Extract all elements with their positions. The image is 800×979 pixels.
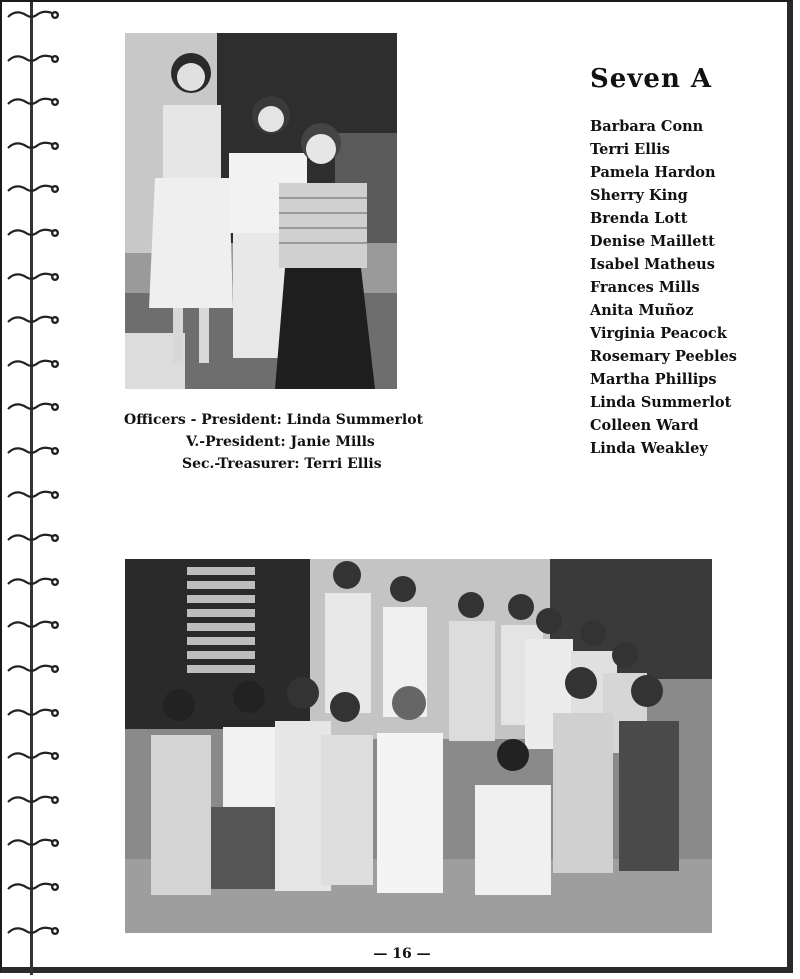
officers-president: Officers - President: Linda Summerlot [124, 412, 424, 428]
class-group-photo [125, 559, 712, 933]
binding-ring-icon [6, 226, 62, 240]
binding-ring-icon [6, 836, 62, 850]
binding-ring-icon [6, 793, 62, 807]
binding-ring-icon [6, 662, 62, 676]
binding-ring-icon [6, 182, 62, 196]
member-list [590, 115, 737, 460]
member-name: Martha Phillips [590, 371, 717, 388]
class-heading: Seven A [590, 64, 713, 94]
officers-vice-president: V.-President: Janie Mills [186, 434, 375, 450]
binding-ring-icon [6, 531, 62, 545]
binding-ring-icon [6, 749, 62, 763]
officers-photo [125, 33, 397, 389]
member-name: Virginia Peacock [590, 325, 727, 342]
binding-ring-icon [6, 575, 62, 589]
page-number: — 16 — [373, 946, 431, 962]
binding-ring-icon [6, 52, 62, 66]
binding-ring-icon [6, 313, 62, 327]
binding-ring-icon [6, 924, 62, 938]
member-name: Frances Mills [590, 279, 700, 296]
member-name: Terri Ellis [590, 141, 670, 158]
binding-ring-icon [6, 400, 62, 414]
member-name: Linda Weakley [590, 440, 708, 457]
binding-ring-icon [6, 270, 62, 284]
binding-ring-icon [6, 8, 62, 22]
member-name: Anita Muñoz [590, 302, 694, 319]
member-name: Colleen Ward [590, 417, 699, 434]
member-name: Brenda Lott [590, 210, 688, 227]
member-name: Linda Summerlot [590, 394, 732, 411]
binding-ring-icon [6, 488, 62, 502]
member-name: Sherry King [590, 187, 688, 204]
binding-ring-icon [6, 618, 62, 632]
member-name: Denise Maillett [590, 233, 715, 250]
member-name: Barbara Conn [590, 118, 704, 135]
binding-ring-icon [6, 706, 62, 720]
officers-secretary-treasurer: Sec.-Treasurer: Terri Ellis [182, 456, 382, 472]
binding-ring-icon [6, 880, 62, 894]
member-name: Isabel Matheus [590, 256, 715, 273]
binding-ring-icon [6, 444, 62, 458]
officers-caption [124, 409, 423, 475]
binding-ring-icon [6, 357, 62, 371]
binding-ring-icon [6, 95, 62, 109]
member-name: Pamela Hardon [590, 164, 716, 181]
member-name: Rosemary Peebles [590, 348, 737, 365]
binding-ring-icon [6, 139, 62, 153]
